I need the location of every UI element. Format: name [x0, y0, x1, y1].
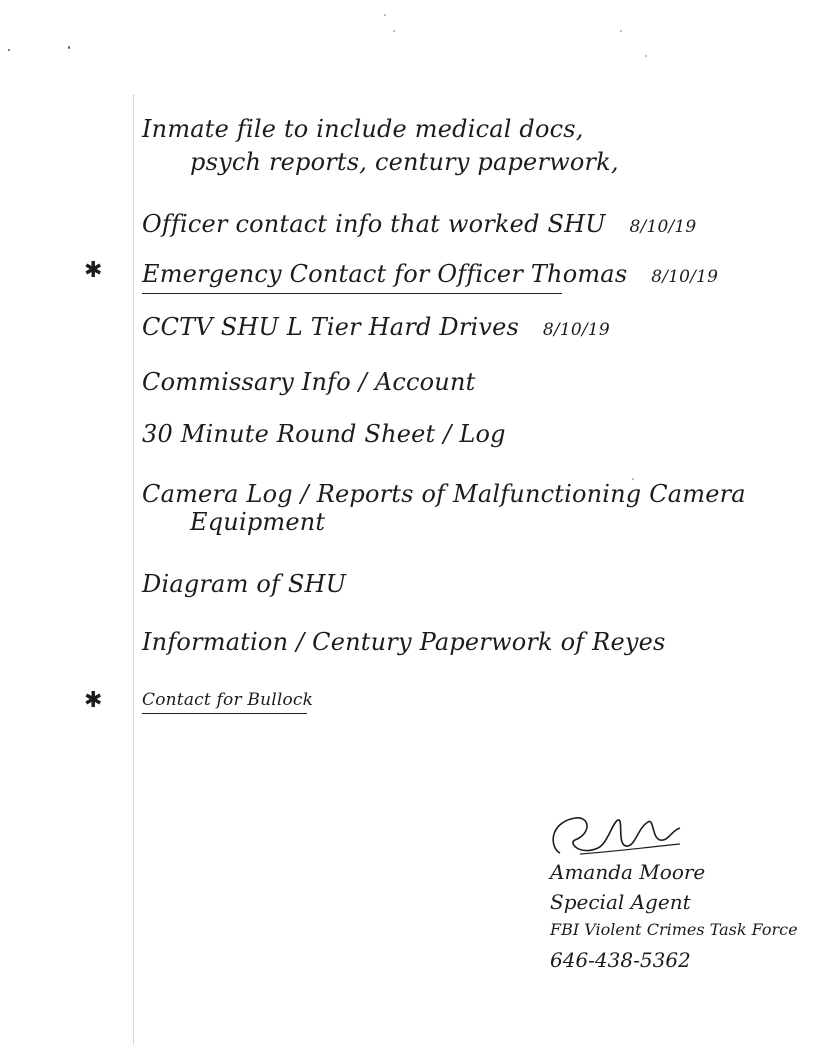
note-line	[142, 368, 475, 396]
note-line-text: Contact for Bullock	[142, 690, 314, 710]
scan-speck	[68, 46, 70, 49]
note-line-date: 8/10/19	[651, 267, 719, 287]
note-line	[190, 148, 619, 176]
underline	[142, 293, 562, 294]
note-line	[142, 628, 666, 656]
note-line-text: Information / Century Paperwork of Reyes	[142, 628, 666, 656]
note-line-text: Camera Log / Reports of Malfunctioning Camera	[142, 480, 746, 508]
scan-speck	[384, 14, 386, 16]
note-line-text: Commissary Info / Account	[142, 368, 476, 396]
note-line	[142, 210, 696, 238]
margin-line	[133, 95, 134, 1045]
note-line	[142, 690, 313, 710]
note-line-text: Emergency Contact for Officer Thomas	[142, 260, 628, 288]
scan-speck	[8, 49, 10, 51]
signer-phone: 646-438-5362	[550, 948, 691, 972]
note-line	[142, 480, 746, 508]
note-line	[142, 260, 718, 288]
note-line	[142, 115, 584, 143]
asterisk-icon: ✱	[84, 258, 103, 283]
note-line-text: Equipment	[190, 508, 326, 536]
signer-title: Special Agent	[550, 890, 691, 914]
note-line	[142, 570, 346, 598]
note-line-text: psych reports, century paperwork,	[190, 148, 619, 176]
note-line-text: 30 Minute Round Sheet / Log	[142, 420, 506, 448]
note-line-date: 8/10/19	[629, 217, 697, 237]
underline	[142, 713, 307, 714]
scan-speck	[620, 30, 622, 32]
signer-unit: FBI Violent Crimes Task Force	[550, 920, 798, 939]
handwritten-signature	[520, 808, 690, 868]
note-line	[142, 313, 610, 341]
note-line-date: 8/10/19	[542, 320, 610, 340]
scan-speck	[393, 30, 395, 32]
note-line-text: Diagram of SHU	[142, 570, 347, 598]
note-line	[142, 420, 506, 448]
scan-speck	[645, 55, 647, 57]
note-line-text: Officer contact info that worked SHU	[142, 210, 606, 238]
note-line-text: Inmate file to include medical docs,	[142, 115, 584, 143]
asterisk-icon: ✱	[84, 688, 103, 713]
signature-block	[520, 808, 810, 1008]
note-line-text: CCTV SHU L Tier Hard Drives	[142, 313, 520, 341]
signer-name: Amanda Moore	[550, 860, 706, 884]
note-line	[190, 508, 325, 536]
